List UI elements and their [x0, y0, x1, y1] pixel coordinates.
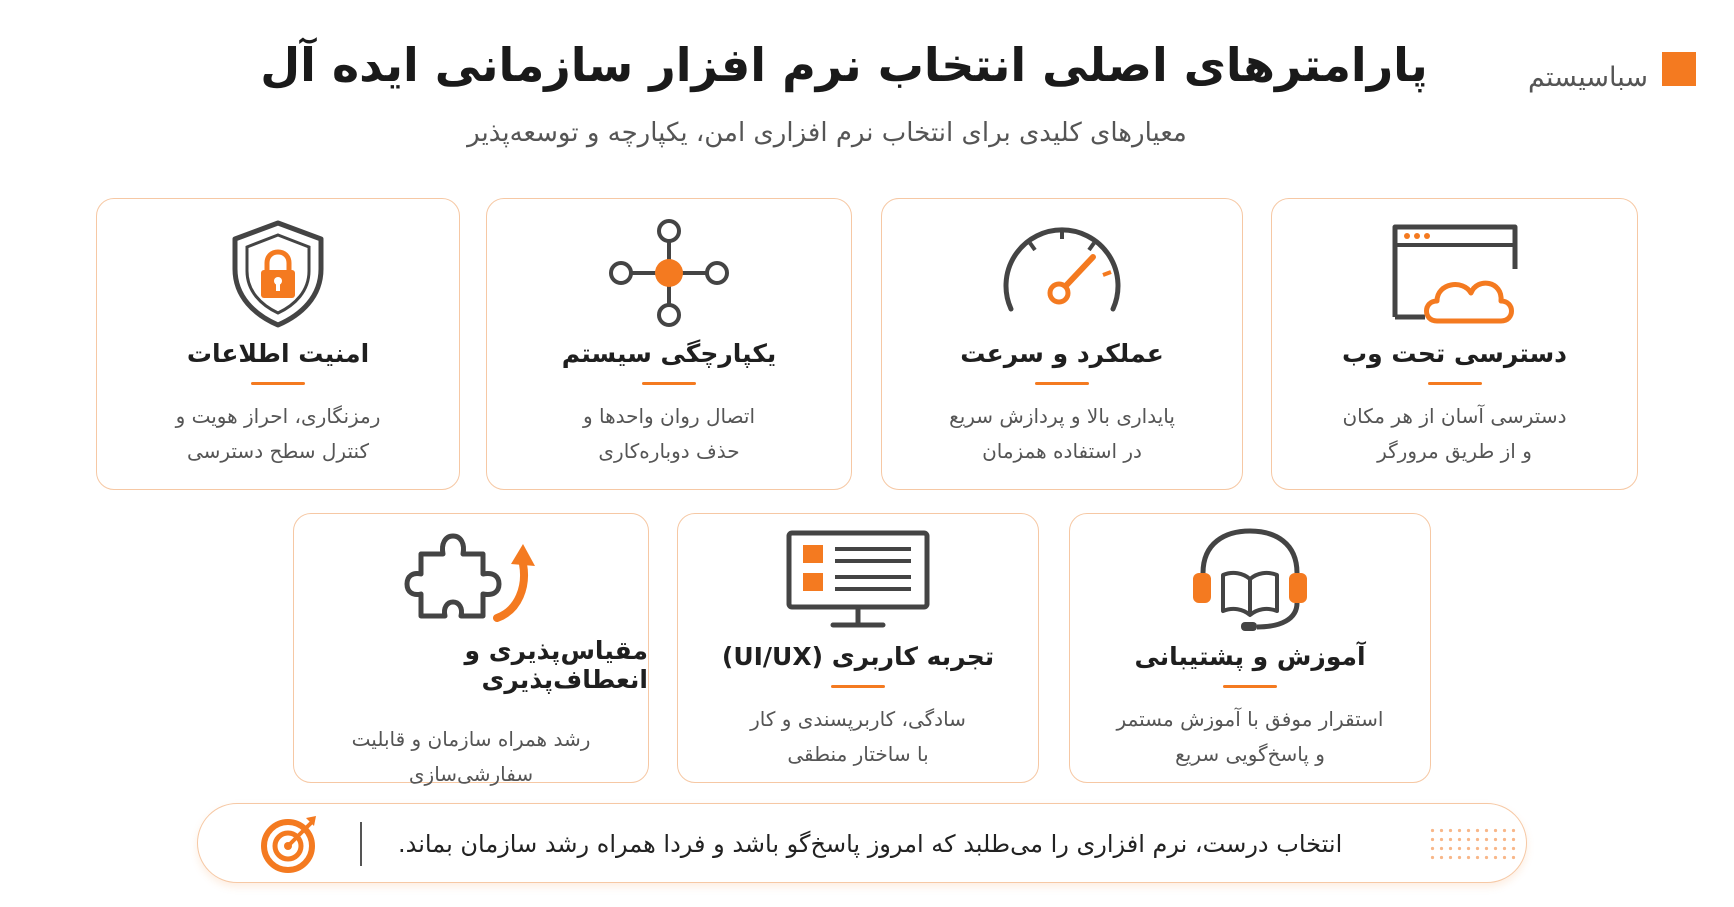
page-title: پارامترهای اصلی انتخاب نرم افزار سازمانی ایده آل	[260, 38, 1428, 92]
card-user-experience	[677, 513, 1039, 783]
puzzle-growth-icon	[401, 524, 541, 630]
description-line: در استفاده همزمان	[982, 439, 1142, 463]
card-title: مقیاس‌پذیری و انعطاف‌پذیری	[464, 636, 648, 694]
description-line: با ساختار منطقی	[787, 742, 929, 766]
title-underline	[831, 685, 885, 688]
card-description	[352, 722, 591, 792]
description-line: سفارشی‌سازی	[408, 762, 534, 786]
card-title: تجربه کاربری (UI/UX)	[721, 642, 995, 671]
description-line: رشد همراه سازمان و قابلیت	[351, 727, 591, 751]
title-underline	[1223, 685, 1277, 688]
title-underline	[642, 382, 696, 385]
dots-decoration	[1428, 826, 1518, 862]
card-description	[949, 399, 1175, 469]
shield-lock-icon	[223, 213, 333, 333]
title-underline	[1428, 382, 1482, 385]
card-security	[96, 198, 460, 490]
footer-text: انتخاب درست، نرم افزاری را می‌طلبد که امروز پاسخ‌گو باشد و فردا همراه رشد سازمان بماند.	[398, 830, 1343, 858]
brand-logo	[1528, 52, 1708, 102]
card-description	[176, 399, 381, 469]
headset-book-icon	[1185, 524, 1315, 636]
card-title: یکپارچگی سیستم	[561, 339, 777, 368]
description-line: حذف دوباره‌کاری	[598, 439, 740, 463]
card-performance	[881, 198, 1243, 490]
description-line: پایداری بالا و پردازش سریع	[949, 404, 1175, 428]
page-subtitle: معیارهای کلیدی برای انتخاب نرم افزاری امن، یکپارچه و توسعه‌پذیر	[467, 118, 1187, 148]
card-training-support	[1069, 513, 1431, 783]
speedometer-icon	[997, 213, 1127, 333]
target-icon	[258, 814, 324, 878]
description-line: اتصال روان واحدها و	[582, 404, 756, 428]
network-nodes-icon	[609, 213, 729, 333]
card-title: دسترسی تحت وب	[1342, 339, 1567, 368]
footer-banner	[197, 803, 1527, 883]
card-title: عملکرد و سرعت	[960, 339, 1164, 368]
description-line: استقرار موفق با آموزش مستمر	[1116, 707, 1384, 731]
card-web-access	[1271, 198, 1638, 490]
monitor-ui-icon	[783, 524, 933, 636]
card-description	[1342, 399, 1566, 469]
description-line: رمزنگاری، احراز هویت و	[175, 404, 381, 428]
brand-name: سباسیستم	[1528, 61, 1648, 93]
card-title: آموزش و پشتیبانی	[1134, 642, 1366, 671]
description-line: و پاسخ‌گویی سریع	[1175, 742, 1325, 766]
card-scalability	[293, 513, 649, 786]
description-line: کنترل سطح دسترسی	[186, 439, 370, 463]
title-underline	[251, 382, 305, 385]
card-integration	[486, 198, 852, 490]
card-title: امنیت اطلاعات	[186, 339, 370, 368]
card-description	[583, 399, 755, 469]
title-underline	[1035, 382, 1089, 385]
description-line: سادگی، کاربرپسندی و کار	[750, 707, 966, 731]
card-description	[750, 702, 966, 772]
logo-mark-icon	[1658, 52, 1708, 102]
browser-cloud-icon	[1385, 213, 1525, 333]
divider	[360, 822, 362, 866]
card-description	[1117, 702, 1384, 772]
description-line: دسترسی آسان از هر مکان	[1342, 404, 1567, 428]
description-line: و از طریق مرورگر	[1377, 439, 1532, 463]
